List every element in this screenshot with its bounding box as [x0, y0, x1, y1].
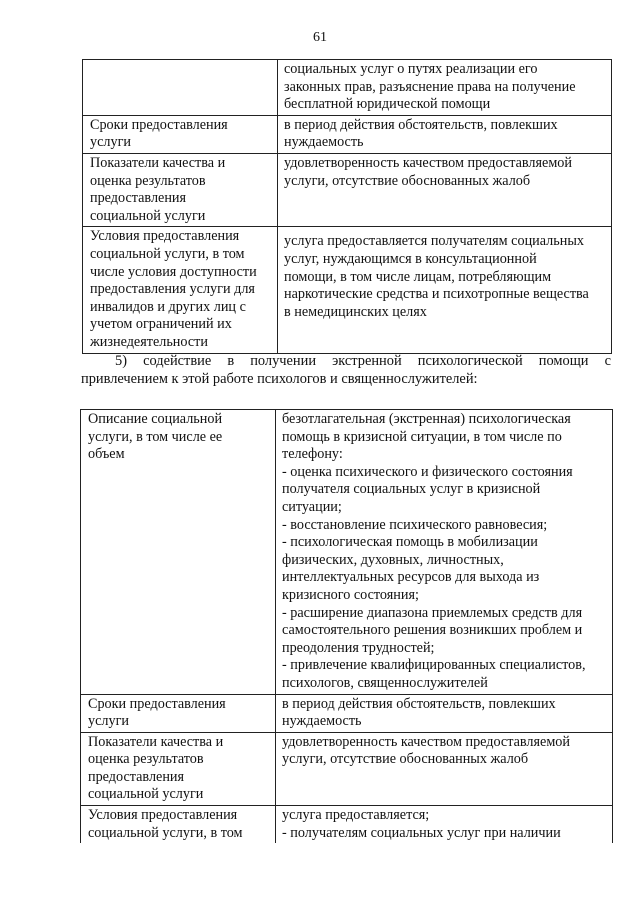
table-cell-value: удовлетворенность качеством предоставляемой услуги, отсутствие обоснованных жалоб: [278, 153, 612, 226]
table-cell-value: социальных услуг о путях реализации его законных прав, разъяснение права на получение бесплатной юридической помощи: [278, 60, 612, 116]
service-table: [80, 409, 613, 843]
table-cell-label: Показатели качества и оценка результатов предоставления социальной услуги: [83, 153, 278, 226]
table-cell-label: [83, 60, 278, 116]
table-row: [83, 115, 612, 153]
table-cell-label: Описание социальной услуги, в том числе ее объем: [81, 410, 276, 695]
table-cell-value: услуга предоставляется; - получателям социальных услуг при наличии: [276, 806, 613, 844]
table-row: [81, 694, 613, 732]
table-row: [81, 410, 613, 695]
table-cell-label: Показатели качества и оценка результатов предоставления социальной услуги: [81, 732, 276, 805]
table-cell-value: услуга предоставляется получателям социальных услуг, нуждающимся в консультационной помощи, в том числе лицам, потребляющим наркотические средства и психотропные вещества в немедицинских целях: [278, 227, 612, 353]
table-cell-value: удовлетворенность качеством предоставляемой услуги, отсутствие обоснованных жалоб: [276, 732, 613, 805]
table-cell-label: Условия предоставления социальной услуги, в том числе условия доступности предоставления услуги для инвалидов и других лиц с учетом ограничений их жизнедеятельности: [83, 227, 278, 353]
table-cell-value: в период действия обстоятельств, повлекших нуждаемость: [276, 694, 613, 732]
page-number: 61: [313, 30, 327, 45]
table-cell-label: Условия предоставления социальной услуги, в том: [81, 806, 276, 844]
section-paragraph: [81, 352, 611, 388]
table-row: [81, 806, 613, 844]
table-row: [83, 60, 612, 116]
service-table-continued: [82, 59, 612, 354]
table-cell-value: в период действия обстоятельств, повлекших нуждаемость: [278, 115, 612, 153]
table-cell-label: Сроки предоставления услуги: [81, 694, 276, 732]
table-row: [83, 153, 612, 226]
table-cell-value: безотлагательная (экстренная) психологическая помощь в кризисной ситуации, в том числе по телефону: - оценка психического и физического состояния получателя социальных услуг в кризисной ситуации; - восстановление психического равновесия; - психологическая помощь в мобилизации физических, духовных, личностных, интеллектуальных ресурсов для выхода из кризисного состояния; - расширение диапазона приемлемых средств для самостоятельного решения возникших проблем и преодоления трудностей; - привлечение квалифицированных специалистов, психологов, священнослужителей: [276, 410, 613, 695]
table-row: [81, 732, 613, 805]
paragraph-line: привлечением к этой работе психологов и священнослужителей:: [81, 371, 478, 387]
table-row: [83, 227, 612, 353]
paragraph-line: 5) содействие в получении экстренной психологической помощи с: [115, 353, 611, 369]
table-cell-label: Сроки предоставления услуги: [83, 115, 278, 153]
